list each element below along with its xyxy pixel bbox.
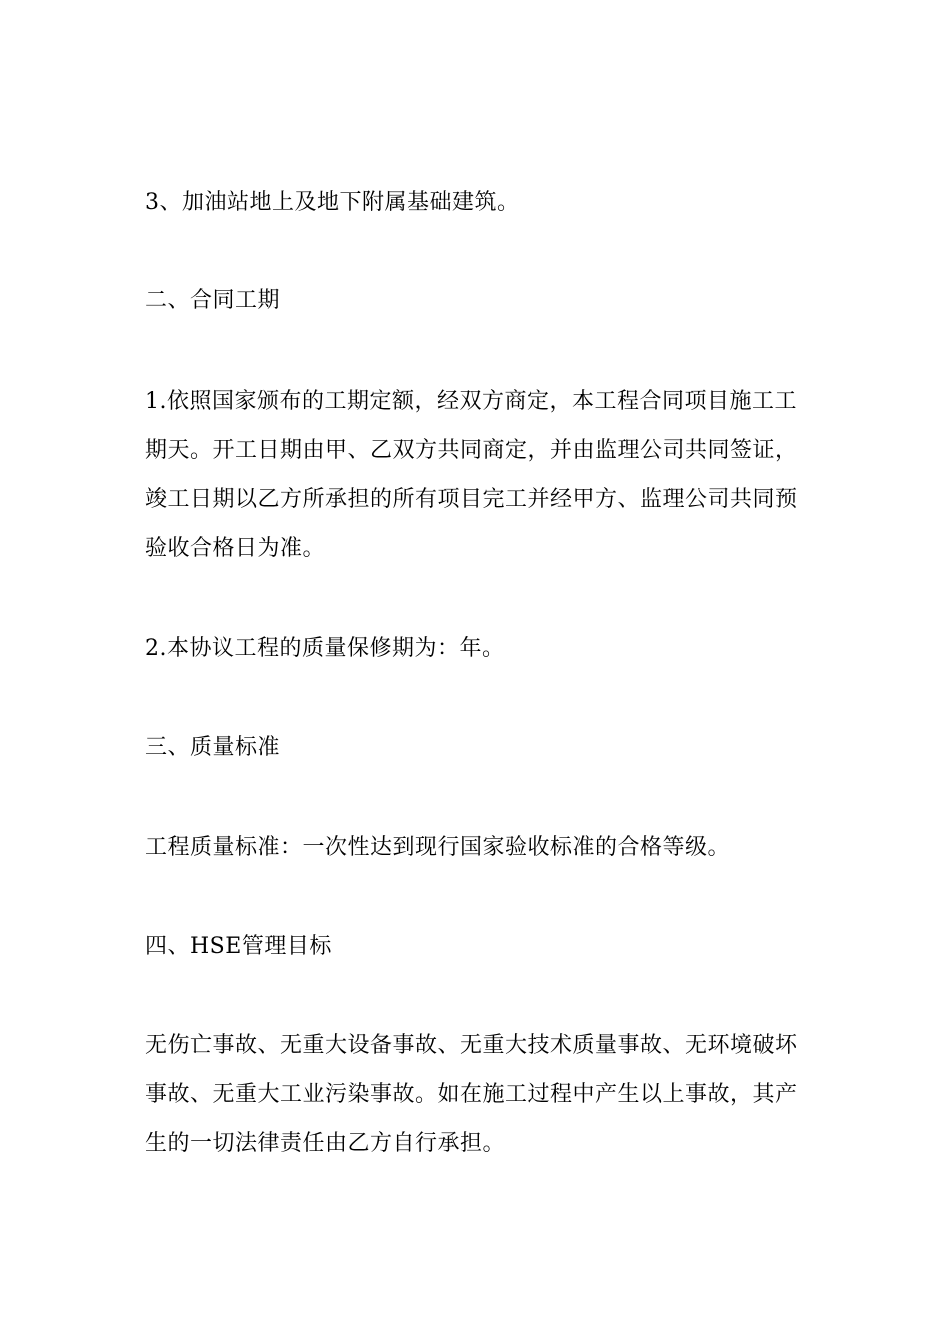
section-heading-hse-goals: [145, 922, 810, 971]
text-line: 四、HSE管理目标: [145, 934, 332, 959]
text-line: 事故、无重大工业污染事故。如在施工过程中产生以上事故，其产: [145, 1082, 798, 1107]
text-line: 竣工日期以乙方所承担的所有项目完工并经甲方、监理公司共同预: [145, 487, 798, 512]
clause-2-2-paragraph: [145, 624, 810, 673]
clause-4-paragraph: [145, 1021, 810, 1168]
text-line: 3、加油站地上及地下附属基础建筑。: [145, 190, 520, 215]
text-line: 无伤亡事故、无重大设备事故、无重大技术质量事故、无环境破坏: [145, 1033, 798, 1058]
section-heading-contract-period: [145, 276, 810, 325]
text-line: 工程质量标准：一次性达到现行国家验收标准的合格等级。: [145, 835, 731, 860]
text-line: 验收合格日为准。: [145, 536, 326, 561]
text-line: 三、质量标准: [145, 735, 281, 760]
text-line: 生的一切法律责任由乙方自行承担。: [145, 1131, 506, 1156]
text-line: 期天。开工日期由甲、乙双方共同商定，并由监理公司共同签证，: [145, 438, 798, 463]
text-line: 二、合同工期: [145, 288, 281, 313]
item-3-paragraph: [145, 178, 810, 227]
clause-3-paragraph: [145, 823, 810, 872]
text-line: 1.依照国家颁布的工期定额，经双方商定，本工程合同项目施工工: [145, 389, 797, 414]
clause-2-1-paragraph: [145, 377, 810, 573]
text-line: 2.本协议工程的质量保修期为：年。: [145, 636, 505, 661]
section-heading-quality-standard: [145, 723, 810, 772]
